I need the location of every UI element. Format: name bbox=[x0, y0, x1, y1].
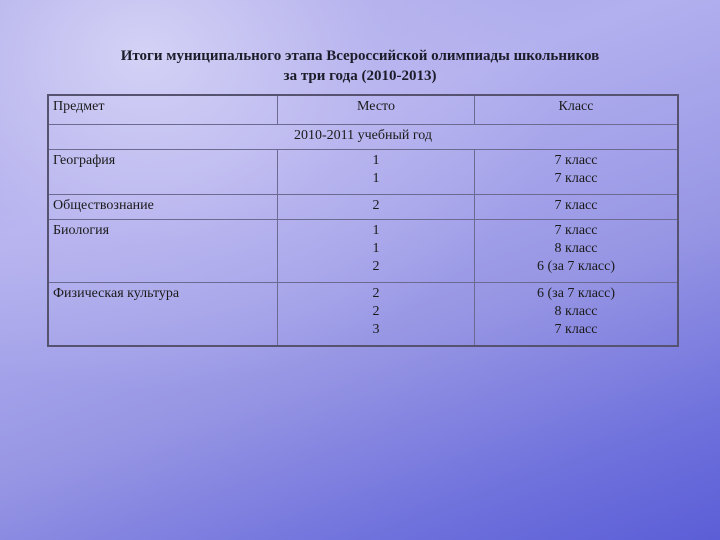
year-label: 2010-2011 учебный год bbox=[48, 125, 678, 150]
class-cell bbox=[475, 283, 679, 347]
class-value: 7 класс bbox=[554, 153, 598, 168]
olympiad-results-table bbox=[47, 94, 679, 347]
header-class: Класс bbox=[475, 95, 679, 125]
class-value: 6 (за 7 класс) bbox=[537, 259, 615, 274]
class-cell bbox=[475, 220, 679, 283]
class-value: 8 класс bbox=[554, 241, 598, 256]
table-row bbox=[48, 195, 678, 220]
place-value: 1 bbox=[372, 241, 380, 256]
class-value: 8 класс bbox=[554, 304, 598, 319]
place-cell bbox=[278, 283, 475, 347]
place-cell bbox=[278, 195, 475, 220]
subject-cell: Биология bbox=[48, 220, 278, 283]
class-value: 7 класс bbox=[554, 198, 598, 213]
title-line-1: Итоги муниципального этапа Всероссийской олимпиады школьников bbox=[120, 48, 600, 64]
class-value: 6 (за 7 класс) bbox=[537, 286, 615, 301]
year-row bbox=[48, 125, 678, 150]
class-cell bbox=[475, 195, 679, 220]
header-place: Место bbox=[278, 95, 475, 125]
place-value: 2 bbox=[372, 259, 380, 274]
table-header-row bbox=[48, 95, 678, 125]
title-line-2: за три года (2010-2013) bbox=[283, 68, 437, 84]
place-value: 2 bbox=[372, 286, 380, 301]
class-cell bbox=[475, 150, 679, 195]
subject-cell: Обществознание bbox=[48, 195, 278, 220]
place-value: 2 bbox=[372, 198, 380, 213]
place-cell bbox=[278, 150, 475, 195]
table-row bbox=[48, 150, 678, 195]
header-subject: Предмет bbox=[48, 95, 278, 125]
place-cell bbox=[278, 220, 475, 283]
place-value: 1 bbox=[372, 223, 380, 238]
table-row bbox=[48, 283, 678, 347]
table-row bbox=[48, 220, 678, 283]
place-value: 1 bbox=[372, 153, 380, 168]
place-value: 2 bbox=[372, 304, 380, 319]
place-value: 1 bbox=[372, 171, 380, 186]
class-value: 7 класс bbox=[554, 171, 598, 186]
class-value: 7 класс bbox=[554, 322, 598, 337]
slide-title bbox=[40, 46, 680, 86]
subject-cell: География bbox=[48, 150, 278, 195]
class-value: 7 класс bbox=[554, 223, 598, 238]
subject-cell: Физическая культура bbox=[48, 283, 278, 347]
place-value: 3 bbox=[372, 322, 380, 337]
